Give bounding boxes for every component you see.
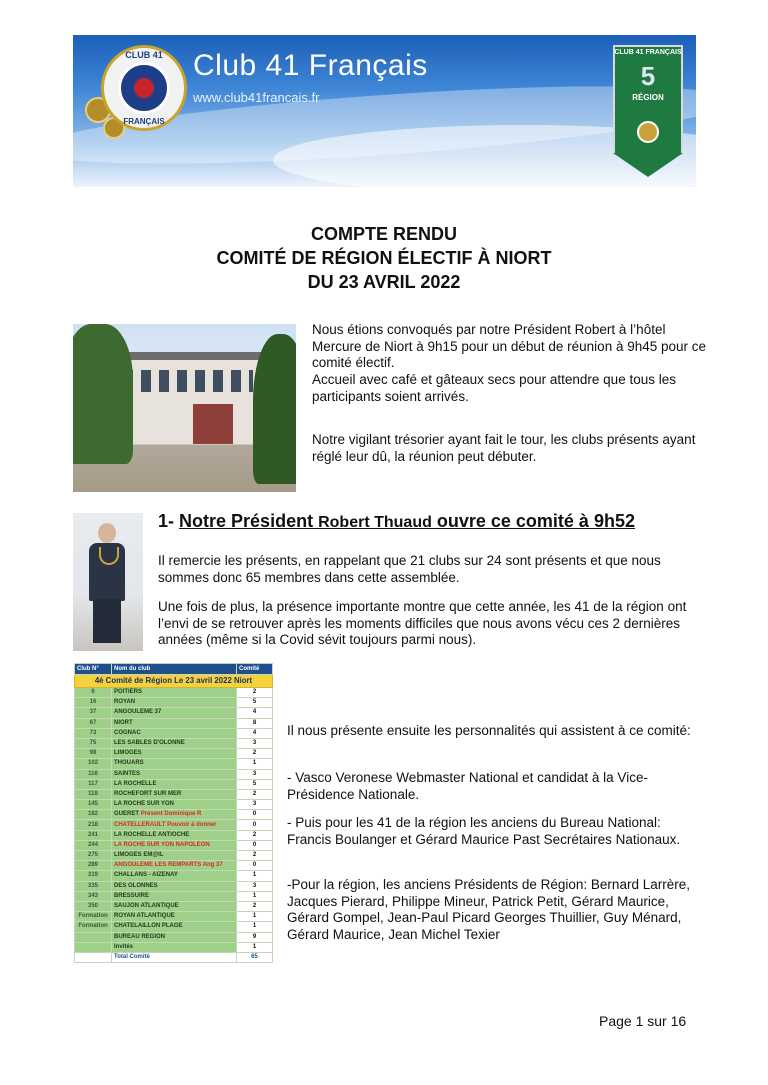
- club-name-cell: [112, 738, 237, 748]
- logo-bottom-text: FRANÇAIS: [123, 117, 165, 126]
- club-note: Présent Dominique R: [140, 811, 202, 818]
- club-name-cell: [112, 718, 237, 728]
- table-row: [75, 901, 273, 911]
- committee-count: 1: [237, 912, 273, 922]
- club-name-cell: [112, 728, 237, 738]
- club-name-cell: [112, 840, 237, 850]
- club-name-cell: [112, 851, 237, 861]
- committee-count: 4: [237, 708, 273, 718]
- intro-paragraph-3: Notre vigilant trésorier ayant fait le tour, les clubs présents ayant réglé leur dû, la réunion peut débuter.: [312, 432, 696, 464]
- table-row: [75, 698, 273, 708]
- table-row: [75, 932, 273, 942]
- title-line-1: COMPTE RENDU: [310, 224, 457, 244]
- club-name: LIMOGES EM@IL: [114, 852, 164, 859]
- column-header-committee: Comité: [237, 664, 273, 675]
- table-row: [75, 820, 273, 830]
- intro-paragraph-2: Accueil avec café et gâteaux secs pour attendre que tous les participants soient arrivés.: [312, 372, 676, 404]
- column-header-club-number: Club N°: [75, 664, 112, 675]
- committee-count: 0: [237, 840, 273, 850]
- committee-count: 2: [237, 851, 273, 861]
- committee-count: 5: [237, 698, 273, 708]
- column-header-club-name: Nom du club: [112, 664, 237, 675]
- club-number: 350: [75, 901, 112, 911]
- club-name-cell: [112, 861, 237, 871]
- logo-top-text: CLUB 41: [125, 50, 163, 60]
- committee-count: 2: [237, 688, 273, 698]
- committee-count: 4: [237, 728, 273, 738]
- club-name: ANGOULEME 37: [114, 709, 162, 716]
- pennant-region: RÉGION: [632, 93, 664, 102]
- club-name-cell: [112, 789, 237, 799]
- personalities-intro: Il nous présente ensuite les personnalités qui assistent à ce comité:: [287, 723, 691, 738]
- section-1-paragraph-1: Il remercie les présents, en rappelant que 21 clubs sur 24 sont présents et que nous sommes donc 65 membres dans cette assemblée.: [158, 553, 661, 585]
- club-number: 343: [75, 891, 112, 901]
- table-row: [75, 891, 273, 901]
- table-row: [75, 881, 273, 891]
- club-name: SAUJON ATLANTIQUE: [114, 903, 179, 910]
- table-row: [75, 800, 273, 810]
- intro-paragraph-1: Nous étions convoqués par notre Président Robert à l’hôtel Mercure de Niort à 9h15 pour un début de réunion à 9h45 pour ce comité électif.: [312, 322, 707, 370]
- committee-count: 3: [237, 738, 273, 748]
- club-number: 145: [75, 800, 112, 810]
- table-row: [75, 840, 273, 850]
- committee-count: 3: [237, 800, 273, 810]
- club-name-cell: [112, 871, 237, 881]
- table-row: [75, 789, 273, 799]
- club-name: CHALLANS - AIZENAY: [114, 872, 178, 879]
- club-number: 16: [75, 698, 112, 708]
- header-banner: [73, 35, 696, 187]
- club-number: 275: [75, 851, 112, 861]
- club-name-cell: [112, 779, 237, 789]
- club41-logo: [101, 45, 187, 131]
- table-row: [75, 779, 273, 789]
- club-name-cell: [112, 891, 237, 901]
- club-number: 218: [75, 820, 112, 830]
- club-number: 6: [75, 688, 112, 698]
- club-name-cell: [112, 810, 237, 820]
- committee-count: 9: [237, 932, 273, 942]
- club-name-cell: [112, 688, 237, 698]
- club-number: 117: [75, 779, 112, 789]
- club-name: LA ROCHELLE: [114, 780, 157, 787]
- club-name: ROYAN: [114, 699, 136, 706]
- region-pennant: [613, 45, 683, 177]
- committee-count: 1: [237, 942, 273, 952]
- logo-emblem-icon: [118, 62, 170, 114]
- table-row: [75, 749, 273, 759]
- club-number: 182: [75, 810, 112, 820]
- club-name-cell: [112, 820, 237, 830]
- club-name-cell: [112, 769, 237, 779]
- table-title: 4è Comité de Région Le 23 avril 2022 Niort: [75, 675, 273, 688]
- table-row: [75, 942, 273, 952]
- club-number: 241: [75, 830, 112, 840]
- committee-count: 3: [237, 881, 273, 891]
- table-row: [75, 759, 273, 769]
- club-name-cell: [112, 912, 237, 922]
- club-number: 102: [75, 759, 112, 769]
- brand-title: Club 41 Français: [193, 49, 428, 82]
- club-name: LA ROCHE SUR YON: [114, 801, 175, 808]
- pennant-title: CLUB 41 FRANÇAIS: [614, 49, 682, 56]
- title-line-3: DU 23 AVRIL 2022: [307, 272, 461, 292]
- committee-count: 5: [237, 779, 273, 789]
- club-name-cell: [112, 942, 237, 952]
- section-number: 1-: [158, 511, 175, 531]
- president-photo: [73, 513, 143, 651]
- club-note: Ang 37: [202, 862, 223, 869]
- club-name: LA ROCHELLE ANTIOCHE: [114, 831, 190, 838]
- committee-count: 2: [237, 901, 273, 911]
- table-row: [75, 738, 273, 748]
- table-row: [75, 718, 273, 728]
- table-total-row: [75, 952, 273, 962]
- table-row: [75, 871, 273, 881]
- club-number: 67: [75, 718, 112, 728]
- section-heading-text: Notre Président Robert Thuaud ouvre ce comité à 9h52: [179, 511, 635, 531]
- club-name-cell: [112, 830, 237, 840]
- club-name: LIMOGES: [114, 750, 142, 757]
- section-1-paragraph-2: Une fois de plus, la présence importante montre que cette année, les 41 de la région ont l’envi de se retrouver après les moments difficiles que nous avons vécu ces 2 dernières années (même si la Covid sévit toujours parmi nous).: [158, 599, 687, 647]
- table-row: [75, 851, 273, 861]
- table-row: [75, 810, 273, 820]
- club-name-cell: [112, 759, 237, 769]
- table-row: [75, 830, 273, 840]
- club-name: POITIERS: [114, 689, 143, 696]
- club-name: COGNAC: [114, 729, 141, 736]
- committee-count: 0: [237, 820, 273, 830]
- club-number: 75: [75, 738, 112, 748]
- club-name: GUERET: [114, 811, 140, 818]
- title-line-2: COMITÉ DE RÉGION ÉLECTIF À NIORT: [216, 248, 552, 268]
- table-row: [75, 708, 273, 718]
- club-name-cell: [112, 698, 237, 708]
- committee-count: 0: [237, 810, 273, 820]
- club-name-cell: [112, 708, 237, 718]
- club-number: Formation: [75, 922, 112, 932]
- committee-count: 0: [237, 861, 273, 871]
- club-number: 118: [75, 789, 112, 799]
- club-number: 244: [75, 840, 112, 850]
- club-name: NIORT: [114, 719, 133, 726]
- club-number: [75, 942, 112, 952]
- club-number: 319: [75, 871, 112, 881]
- club-name: CHATELLERAULT: [114, 821, 166, 828]
- table-row: [75, 769, 273, 779]
- club-number: 73: [75, 728, 112, 738]
- total-label: Total Comité: [112, 952, 237, 962]
- club-number: Formation: [75, 912, 112, 922]
- table-row: [75, 922, 273, 932]
- club-name: Invités: [114, 943, 134, 950]
- club-number: 289: [75, 861, 112, 871]
- total-value: 65: [237, 952, 273, 962]
- club-number: 37: [75, 708, 112, 718]
- committee-count: 1: [237, 891, 273, 901]
- table-row: [75, 861, 273, 871]
- committee-count: 8: [237, 718, 273, 728]
- club-number: 116: [75, 769, 112, 779]
- club-name: THOUARS: [114, 760, 144, 767]
- club-number: [75, 932, 112, 942]
- personalities-item-3: -Pour la région, les anciens Présidents de Région: Bernard Larrère, Jacques Pierard, Philippe Mineur, Patrick Petit, Gérard Maurice, Gérard Gompel, Jean-Paul Picard Georges Thuillier, Guy Ménard, Gérard Maurice, Jean Michel Texier: [287, 877, 690, 942]
- club-name: BRESSUIRE: [114, 892, 150, 899]
- table-row: [75, 728, 273, 738]
- committee-count: 2: [237, 830, 273, 840]
- pennant-number: 5: [640, 61, 656, 91]
- club-name-cell: [112, 922, 237, 932]
- club-name: ROCHEFORT SUR MER: [114, 790, 182, 797]
- club-name-cell: [112, 749, 237, 759]
- page-number: Page 1 sur 16: [599, 1013, 687, 1029]
- club-name-cell: [112, 881, 237, 891]
- club-name: ROYAN ATLANTIQUE: [114, 913, 175, 920]
- club-name: ANGOULEME LES REMPARTS: [114, 862, 202, 869]
- brand-url: www.club41francais.fr: [193, 90, 320, 105]
- club-name: BUREAU REGION: [114, 933, 166, 940]
- personalities-item-1: - Vasco Veronese Webmaster National et candidat à la Vice-Présidence Nationale.: [287, 770, 648, 802]
- committee-count: 1: [237, 922, 273, 932]
- club-name-cell: [112, 901, 237, 911]
- club-name: LA ROCHE SUR YON NAPOLEON: [114, 841, 210, 848]
- attendance-table: [74, 663, 273, 963]
- committee-count: 1: [237, 759, 273, 769]
- hotel-photo: [73, 324, 296, 492]
- page-title: [0, 222, 768, 294]
- club-name: SAINTES: [114, 770, 141, 777]
- committee-count: 2: [237, 789, 273, 799]
- committee-count: 1: [237, 871, 273, 881]
- committee-count: 3: [237, 769, 273, 779]
- table-row: [75, 688, 273, 698]
- pennant-emblem-icon: [637, 121, 659, 143]
- table-row: [75, 912, 273, 922]
- club-name: LES SABLES D'OLONNE: [114, 740, 185, 747]
- club-name-cell: [112, 800, 237, 810]
- club-name-cell: [112, 932, 237, 942]
- club-name: CHATELAILLON PLAGE: [114, 923, 183, 930]
- section-1-heading: [158, 511, 635, 532]
- personalities-item-2: - Puis pour les 41 de la région les anciens du Bureau National: Francis Boulanger et Gérard Maurice Past Secrétaires Nationaux.: [287, 815, 681, 847]
- club-note: Pouvoir à donner: [167, 821, 217, 828]
- committee-count: 2: [237, 749, 273, 759]
- club-number: 335: [75, 881, 112, 891]
- club-name: DES OLONNES: [114, 882, 158, 889]
- club-number: 98: [75, 749, 112, 759]
